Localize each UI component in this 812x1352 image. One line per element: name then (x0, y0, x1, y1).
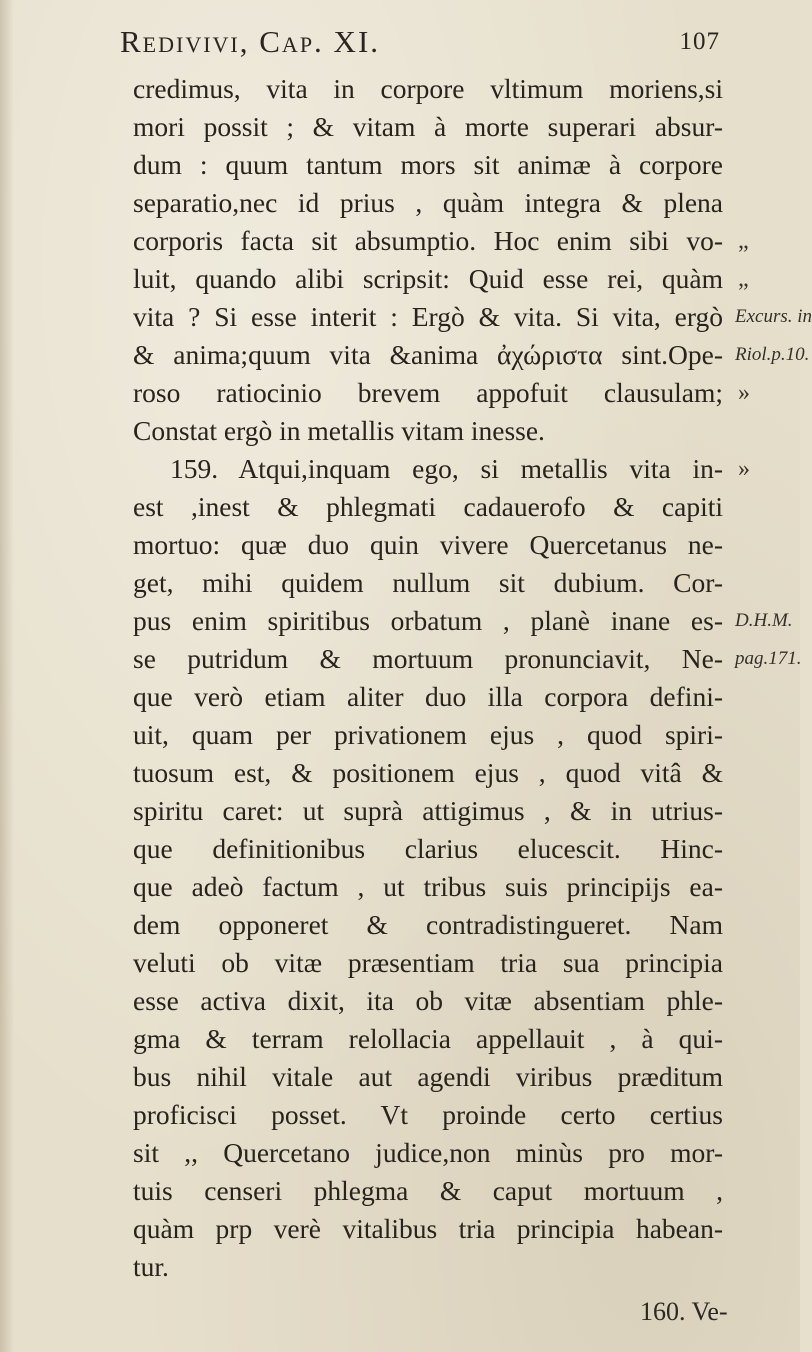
text-line: quàm prp verè vitalibus tria principia habean- (133, 1213, 723, 1244)
text-line: que verò etiam aliter duo illa corpora defini- (133, 681, 723, 712)
margin-note: pag.171. (735, 648, 802, 669)
text-line: que definitionibus clarius elucescit. Hinc- (133, 833, 723, 864)
text-line: tuosum est, & positionem ejus , quod vitâ & (133, 757, 723, 788)
catchword: 160. Ve- (640, 1297, 728, 1326)
margin-note: D.H.M. (735, 610, 793, 631)
text-line: luit, quando alibi scripsit: Quid esse rei, quàm (133, 263, 723, 294)
paragraph-start-line: 159. Atqui,inquam ego, si metallis vita in- (170, 453, 723, 484)
text-line: gma & terram relollacia appellauit , à qui- (133, 1023, 723, 1054)
text-line: tuis censeri phlegma & caput mortuum , (133, 1175, 723, 1206)
running-head: Redivivi, Cap. XI. (120, 24, 381, 59)
text-line: est ,inest & phlegmati cadauerofo & capiti (133, 491, 723, 522)
text-line: sit ,, Quercetano judice,non minùs pro mor- (133, 1137, 723, 1168)
text-line: tur. (133, 1251, 169, 1282)
text-line: dem opponeret & contradistingueret. Nam (133, 909, 723, 940)
text-line: dum : quum tantum mors sit animæ à corpore (133, 149, 723, 180)
quotation-mark: » (738, 456, 750, 482)
margin-note: Excurs. in (735, 306, 812, 327)
text-line: veluti ob vitæ præsentiam tria sua principia (133, 947, 723, 978)
text-line: esse activa dixit, ita ob vitæ absentiam phle- (133, 985, 723, 1016)
text-line: bus nihil vitale aut agendi viribus præditum (133, 1061, 723, 1092)
text-line: roso ratiocinio brevem appofuit clausulam; (133, 377, 723, 408)
quotation-mark: „ (738, 228, 749, 254)
text-line: mori possit ; & vitam à morte superari absur- (133, 111, 723, 142)
margin-note: Riol.p.10. (735, 344, 810, 365)
text-line: proficisci posset. Vt proinde certo certius (133, 1099, 723, 1130)
text-line: mortuo: quæ duo quin vivere Quercetanus ne- (133, 529, 723, 560)
page-number: 107 (679, 28, 720, 55)
text-line: separatio,nec id prius , quàm integra & plena (133, 187, 723, 218)
text-line: pus enim spiritibus orbatum , planè inane es- (133, 605, 723, 636)
text-line: se putridum & mortuum pronunciavit, Ne- (133, 643, 723, 674)
text-line: get, mihi quidem nullum sit dubium. Cor- (133, 567, 723, 598)
text-line: spiritu caret: ut suprà attigimus , & in utrius- (133, 795, 723, 826)
text-line: credimus, vita in corpore vltimum moriens,si (133, 73, 723, 104)
text-line: uit, quam per privationem ejus , quod spiri- (133, 719, 723, 750)
quotation-mark: „ (738, 266, 749, 292)
text-line: que adeò factum , ut tribus suis principijs ea- (133, 871, 723, 902)
text-line: & anima;quum vita &anima ἀχώριστα sint.Ope- (133, 339, 723, 370)
quotation-mark: » (738, 380, 750, 406)
text-line: corporis facta sit absumptio. Hoc enim sibi vo- (133, 225, 723, 256)
text-line: vita ? Si esse interit : Ergò & vita. Si vita, ergò (133, 301, 723, 332)
text-line: Constat ergò in metallis vitam inesse. (133, 415, 545, 446)
